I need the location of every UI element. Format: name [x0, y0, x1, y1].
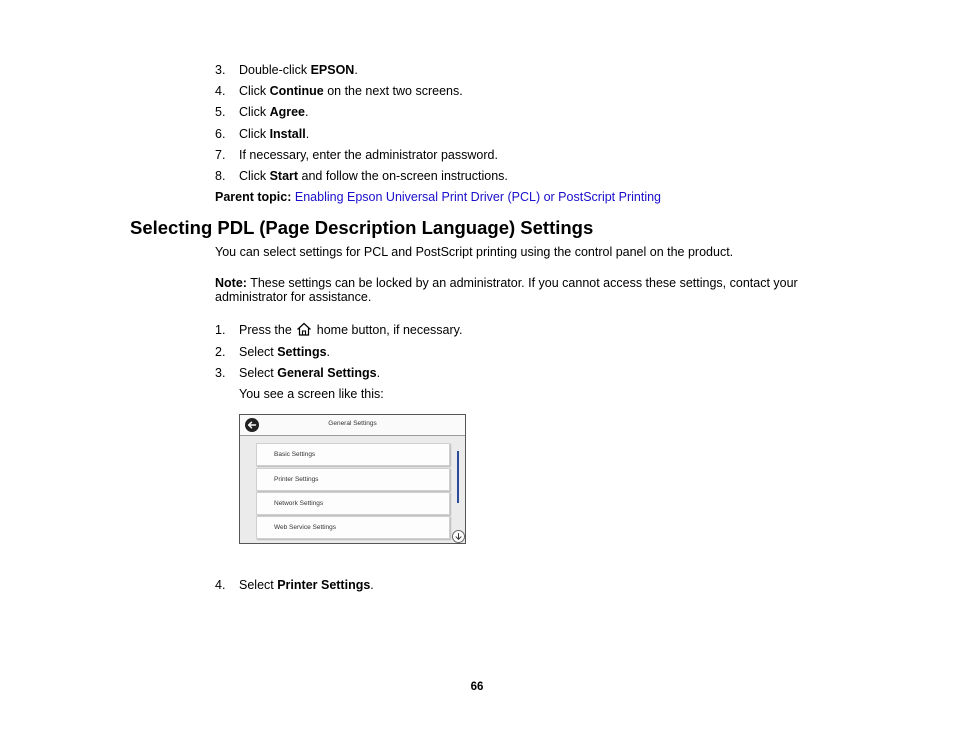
step-3-subtext: You see a screen like this:	[239, 387, 384, 401]
step-1: 1. Press the home button, if necessary.	[215, 323, 463, 337]
step-5: 5. Click Agree.	[215, 105, 309, 119]
parent-topic-label: Parent topic:	[215, 190, 292, 204]
screen-header	[240, 415, 465, 436]
step-3: 3. Double-click EPSON.	[215, 63, 358, 77]
section-intro: You can select settings for PCL and PostScript printing using the control panel on the product.	[215, 245, 734, 259]
step-8: 8. Click Start and follow the on-screen instructions.	[215, 169, 508, 183]
menu-item-web-service-settings[interactable]: Web Service Settings	[256, 516, 450, 539]
note-text: These settings can be locked by an administrator. If you cannot access these settings, contact your administrator for assistance.	[215, 276, 798, 304]
scrollbar[interactable]	[457, 451, 459, 503]
menu-item-basic-settings[interactable]: Basic Settings	[256, 443, 450, 466]
parent-topic-link[interactable]: Enabling Epson Universal Print Driver (PCL) or PostScript Printing	[294, 190, 662, 204]
general-settings-screen	[239, 414, 466, 544]
menu-item-network-settings[interactable]: Network Settings	[256, 492, 450, 515]
section-heading: Selecting PDL (Page Description Language) Settings	[130, 217, 594, 238]
step-3b: 3. Select General Settings.	[215, 366, 381, 380]
step-7: 7. If necessary, enter the administrator password.	[215, 148, 498, 162]
home-icon	[296, 322, 312, 336]
note-label: Note:	[215, 276, 247, 290]
step-4b: 4. Select Printer Settings.	[215, 578, 374, 592]
note	[215, 276, 815, 304]
menu-item-printer-settings[interactable]: Printer Settings	[256, 468, 450, 491]
step-6: 6. Click Install.	[215, 127, 310, 141]
screen-title: General Settings	[328, 420, 377, 427]
chevron-down-icon[interactable]	[452, 530, 465, 543]
page-number: 66	[470, 681, 484, 693]
step-2: 2. Select Settings.	[215, 345, 331, 359]
step-4: 4. Click Continue on the next two screens.	[215, 84, 463, 98]
parent-topic	[215, 189, 661, 205]
